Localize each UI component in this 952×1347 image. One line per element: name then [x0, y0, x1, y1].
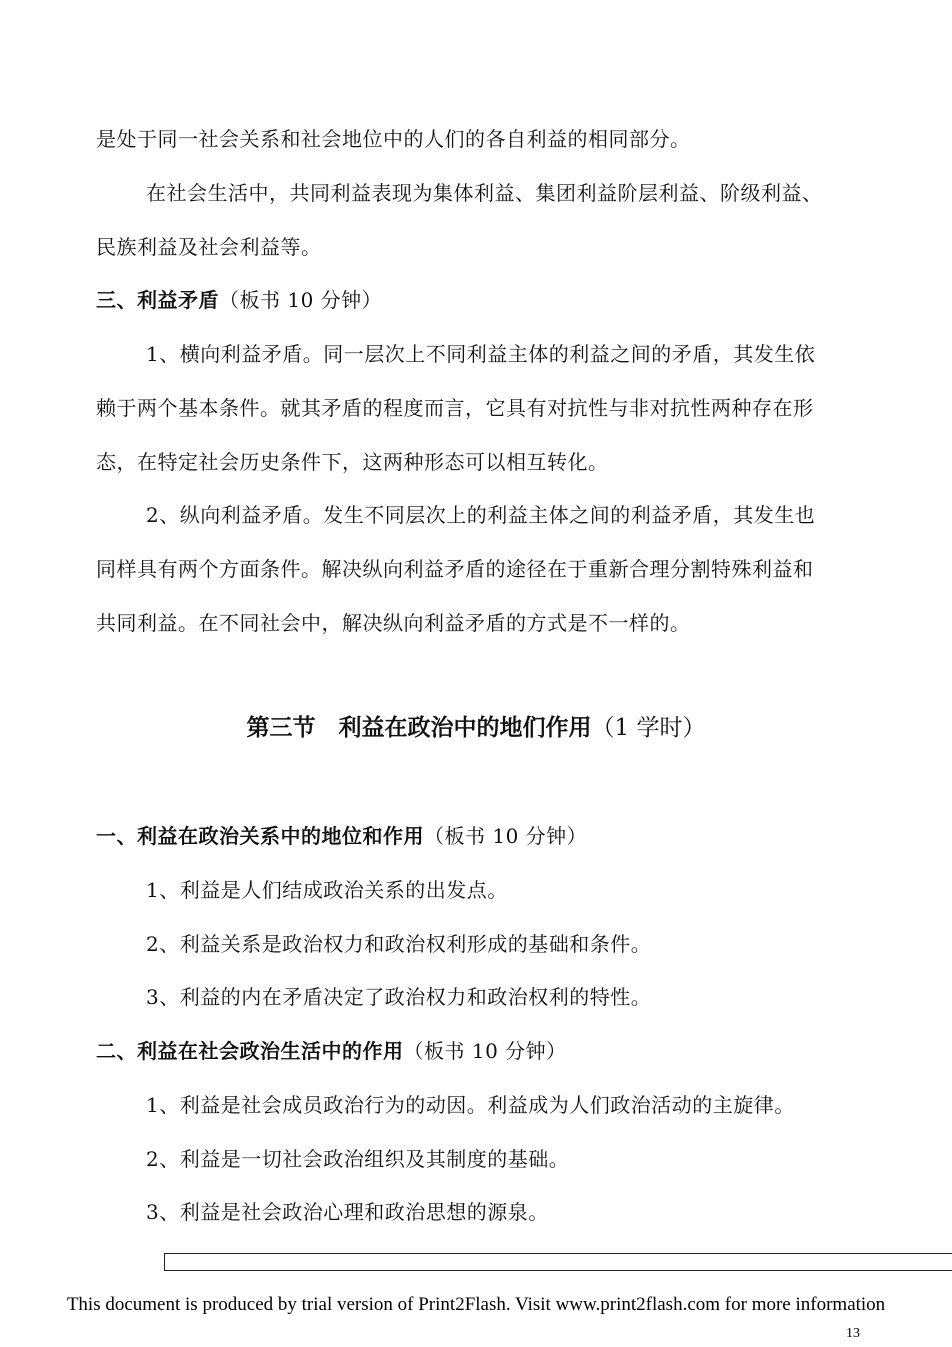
paragraph-line: 同样具有两个方面条件。解决纵向利益矛盾的途径在于重新合理分割特殊利益和: [96, 557, 814, 581]
list-item: 2、利益关系是政治权力和政治权利形成的基础和条件。: [146, 932, 652, 956]
list-item: 3、利益的内在矛盾决定了政治权力和政治权利的特性。: [146, 985, 652, 1009]
section-title-text: 第三节 利益在政治中的地们作用: [246, 715, 592, 741]
list-item: 3、利益是社会政治心理和政治思想的源泉。: [146, 1200, 549, 1224]
paragraph-line: 是处于同一社会关系和社会地位中的人们的各自利益的相同部分。: [96, 127, 691, 151]
heading-text: 三、利益矛盾: [96, 288, 219, 312]
paragraph-line: 共同利益。在不同社会中，解决纵向利益矛盾的方式是不一样的。: [96, 611, 691, 635]
heading-note: （板书 10 分钟）: [424, 824, 588, 848]
list-item: 2、利益是一切社会政治组织及其制度的基础。: [146, 1147, 570, 1171]
heading-text: 二、利益在社会政治生活中的作用: [96, 1039, 404, 1063]
section-heading-3: [96, 288, 382, 312]
list-item: 1、利益是人们结成政治关系的出发点。: [146, 878, 508, 902]
heading-note: （板书 10 分钟）: [219, 288, 383, 312]
heading-note: （板书 10 分钟）: [403, 1039, 567, 1063]
paragraph-line: 民族利益及社会利益等。: [96, 235, 322, 259]
part2-heading: [96, 1039, 567, 1063]
page-number: 13: [846, 1326, 860, 1341]
footer-frame: [164, 1253, 952, 1271]
paragraph-line: 在社会生活中，共同利益表现为集体利益、集团利益阶层利益、阶级利益、: [146, 181, 823, 205]
paragraph-line: 2、纵向利益矛盾。发生不同层次上的利益主体之间的利益矛盾，其发生也: [146, 503, 816, 527]
list-item: 1、利益是社会成员政治行为的动因。利益成为人们政治活动的主旋律。: [146, 1093, 795, 1117]
part1-heading: [96, 824, 587, 848]
paragraph-line: 1、横向利益矛盾。同一层次上不同利益主体的利益之间的矛盾，其发生依: [146, 342, 816, 366]
paragraph-line: 态，在特定社会历史条件下，这两种形态可以相互转化。: [96, 450, 609, 474]
trial-watermark: This document is produced by trial version of Print2Flash. Visit www.print2flash.com for more information: [66, 1294, 886, 1315]
paragraph-line: 赖于两个基本条件。就其矛盾的程度而言，它具有对抗性与非对抗性两种存在形: [96, 396, 814, 420]
heading-text: 一、利益在政治关系中的地位和作用: [96, 824, 424, 848]
section-title-note: （1 学时）: [591, 715, 706, 741]
section-title: [0, 714, 952, 742]
